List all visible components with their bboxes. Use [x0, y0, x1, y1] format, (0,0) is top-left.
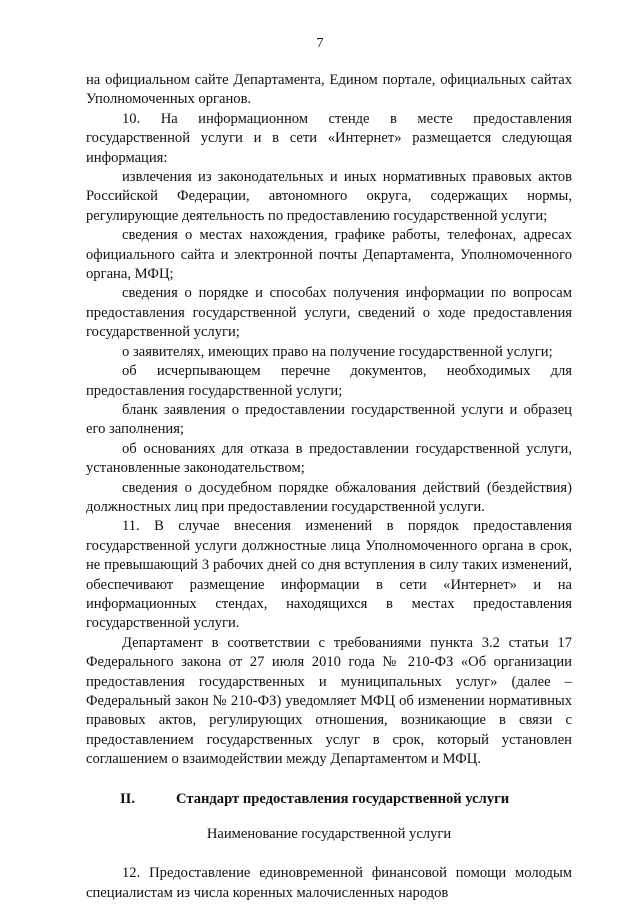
paragraph-11: 11. В случае внесения изменений в порядок предоставления государственной услуги должностные лица Уполномоченного органа в срок, не превышающий 3 рабочих дней со дня вступления в силу таких изменений, обеспечивают размещение информации в сети «Интернет» и на информационных стендах, находящихся в местах предоставления государственной услуги. [86, 518, 572, 632]
list-item: сведения о местах нахождения, графике работы, телефонах, адресах официального сайта и электронной почты Департамента, Уполномоченного органа, МФЦ; [86, 227, 572, 283]
list-item: о заявителях, имеющих право на получение государственной услуги; [122, 343, 553, 360]
list-item: сведения о досудебном порядке обжалования действий (бездействия) должностных лиц при предоставлении государственной услуги. [86, 479, 572, 515]
section-number: II. [120, 790, 136, 807]
list-item: об исчерпывающем перечне документов, необходимых для предоставления государственной услуги; [86, 363, 572, 399]
document-body [86, 71, 572, 903]
subsection-heading: Наименование государственной услуги [206, 826, 452, 843]
paragraph-12: 12. Предоставление единовременной финансовой помощи молодым специалистам из числа коренных малочисленных народов [86, 865, 572, 901]
paragraph: Департамент в соответствии с требованиями пункта 3.2 статьи 17 Федерального закона от 27 июля 2010 года № 210-ФЗ «Об организации предоставления государственных и муниципальных услуг» (далее – Федеральный закон № 210-ФЗ) уведомляет МФЦ об изменении нормативных правовых актов, регулирующих отношения, возникающие в связи с предоставлением государственных услуг в срок, который установлен соглашением о взаимодействии между Департаментом и МФЦ. [86, 634, 572, 768]
paragraph-10: 10. На информационном стенде в месте предоставления государственной услуги и в сети «Интернет» размещается следующая информация: [86, 110, 572, 166]
paragraph: на официальном сайте Департамента, Едином портале, официальных сайтах Уполномоченных органов. [86, 72, 572, 108]
list-item: бланк заявления о предоставлении государственной услуги и образец его заполнения; [86, 401, 572, 438]
section-heading [86, 790, 572, 809]
list-item: извлечения из законодательных и иных нормативных правовых актов Российской Федерации, автономного округа, содержащих нормы, регулирующие деятельность по предоставлению государственной услуги; [86, 169, 572, 224]
section-title: Стандарт предоставления государственной услуги [176, 790, 510, 807]
list-item: сведения о порядке и способах получения информации по вопросам предоставления государственной услуги, сведений о ходе предоставления государственной услуги; [86, 285, 572, 341]
list-item: об основаниях для отказа в предоставлении государственной услуги, установленные законодательством; [86, 440, 572, 477]
page-number: 7 [316, 36, 324, 51]
